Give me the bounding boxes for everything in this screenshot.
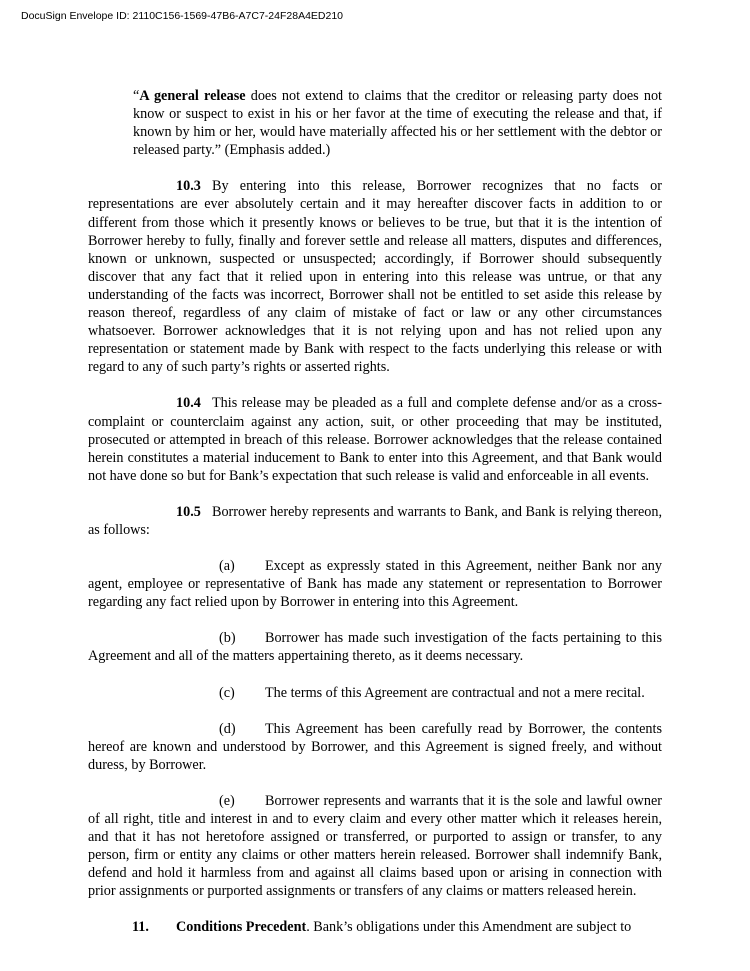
subsection-b — [88, 629, 662, 665]
subsection-label: (b) — [219, 630, 236, 647]
subsection-d — [88, 720, 662, 774]
subsection-label: (a) — [219, 558, 235, 575]
docusign-envelope-id: DocuSign Envelope ID: 2110C156-1569-47B6-A7C7-24F28A4ED210 — [21, 10, 344, 22]
document-body — [88, 87, 662, 937]
section-number: 10.5 — [176, 503, 201, 520]
section-text: . Bank’s obligations under this Amendment are subject to — [306, 919, 632, 936]
subsection-text: This Agreement has been carefully read by Borrower, the contents hereof are known and understood by Borrower, and this Agreement is signed freely, and without duress, by Borrower. — [88, 720, 662, 773]
quoted-statute — [133, 87, 662, 159]
section-10-4 — [88, 394, 662, 484]
subsection-text: Borrower represents and warrants that it is the sole and lawful owner of all right, title and interest in and to every claim and every other matter which it releases herein, and that it has not heretofore assigned or transferred, or purported to assign or transfer, to any person, firm or entity any claims or other matters herein released. Borrower shall indemnify Bank, defend and hold it harmless from and against all claims based upon or arising in connection with prior assignments or purported assignments or transfers of any claims or matters released herein. — [88, 792, 662, 900]
quote-text: does not extend to claims that the creditor or releasing party does not know or suspect to exist in his or her favor at the time of executing the release and that, if known by him or her, would have materially affected his or her settlement with the debtor or released party.” (Emphasis added.) — [133, 88, 662, 159]
subsection-text: Borrower has made such investigation of the facts pertaining to this Agreement and all of the matters appertaining thereto, as it deems necessary. — [88, 630, 662, 665]
section-text: Borrower hereby represents and warrants to Bank, and Bank is relying thereon, as follows: — [88, 503, 662, 538]
subsection-label: (d) — [219, 720, 236, 737]
section-number: 10.4 — [176, 395, 201, 412]
subsection-e — [88, 792, 662, 901]
section-number: 10.3 — [176, 178, 201, 195]
section-11 — [88, 918, 662, 936]
subsection-label: (e) — [219, 792, 235, 809]
subsection-text: The terms of this Agreement are contractual and not a mere recital. — [265, 684, 645, 701]
subsection-a — [88, 557, 662, 611]
subsection-text: Except as expressly stated in this Agreement, neither Bank nor any agent, employee or representative of Bank has made any statement or representation to Borrower regarding any fact relied upon by Borrower in entering into this Agreement. — [88, 558, 662, 611]
subsection-label: (c) — [219, 684, 235, 701]
section-10-3 — [88, 177, 662, 376]
quote-bold-term: A general release — [139, 88, 246, 104]
section-text: By entering into this release, Borrower recognizes that no facts or representations are ever absolutely certain and it may hereafter discover facts in addition to or different from those which it presently knows or believes to be true, but that it is the intention of Borrower hereby to fully, finally and forever settle and release all matters, disputes and differences, known or unknown, suspected or unsuspected; accordingly, if Borrower should subsequently discover that any fact that it relied upon in entering into this release was untrue, or that any understanding of the facts was incorrect, Borrower shall not be entitled to set aside this release by reason thereof, regardless of any claim of mistake of fact or law or any other circumstances whatsoever. Borrower acknowledges that it is not relying upon and has not relied upon any representation or statement made by Bank with respect to the facts underlying this release or with regard to any of such party’s rights or asserted rights. — [88, 178, 662, 376]
section-text: This release may be pleaded as a full and complete defense and/or as a cross-complaint or counterclaim against any action, suit, or other proceeding that may be instituted, prosecuted or attempted in breach of this release. Borrower acknowledges that the release contained herein constitutes a material inducement to Bank to enter into this Agreement, and that Bank would not have done so but for Bank’s expectation that such release is valid and enforceable in all events. — [88, 395, 662, 484]
subsection-c — [88, 684, 662, 702]
section-number: 11. — [132, 919, 149, 936]
section-10-5 — [88, 503, 662, 539]
open-quote: “ — [133, 88, 140, 104]
section-title: Conditions Precedent — [176, 919, 307, 936]
